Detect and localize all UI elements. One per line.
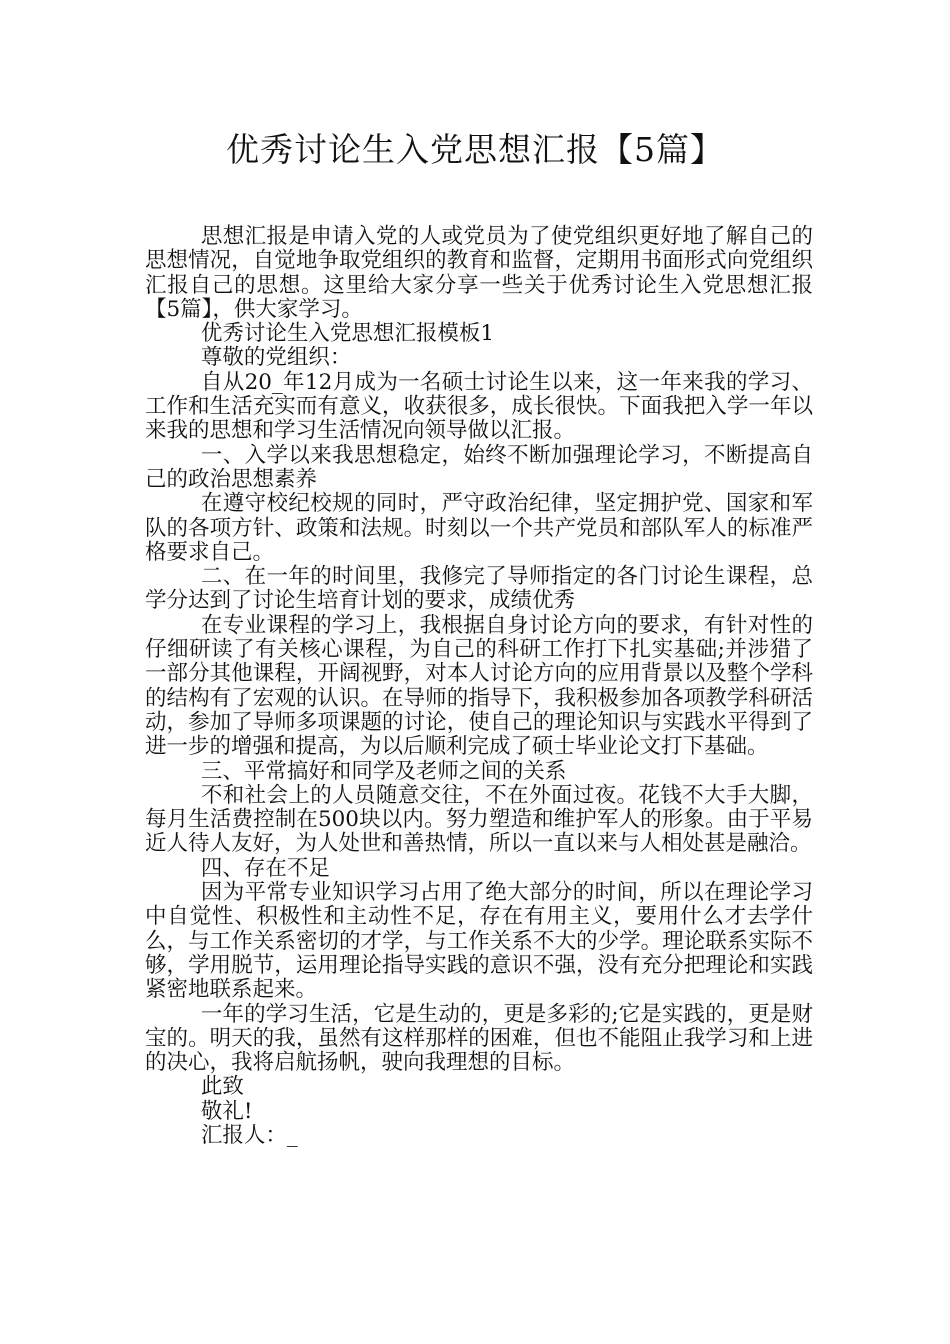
body-paragraph: 不和社会上的人员随意交往，不在外面过夜。花钱不大手大脚，每月生活费控制在500块以内。努力塑造和维护军人的形象。由于平易近人待人友好，为人处世和善热情，所以一直以来与人相处甚是融洽。 [145,782,813,857]
document-body [145,225,813,1148]
salutation: 尊敬的党组织： [200,345,352,371]
document-title: 优秀讨论生入党思想汇报【5篇】 [226,130,724,169]
section-heading-3: 三、平常搞好和同学及老师之间的关系 [200,758,567,784]
section-heading-1: 一、入学以来我思想稳定，始终不断加强理论学习，不断提高自己的政治思想素养 [145,442,813,492]
body-paragraph: 自从20_年12月成为一名硕士讨论生以来，这一年来我的学习、工作和生活充实而有意义，收获很多，成长很快。下面我把入学一年以来我的思想和学习生活情况向领导做以汇报。 [145,369,813,444]
regards-line: 敬礼! [200,1098,253,1124]
closing-paragraph: 一年的学习生活，它是生动的，更是多彩的;它是实践的，更是财宝的。明天的我，虽然有这样那样的困难，但也不能阻止我学习和上进的决心，我将启航扬帆，驶向我理想的目标。 [145,1001,813,1076]
body-paragraph: 在遵守校纪校规的同时，严守政治纪律，坚定拥护党、国家和军队的各项方针、政策和法规。时刻以一个共产党员和部队军人的标准严格要求自己。 [145,491,813,565]
signature-line: 汇报人：_ [200,1122,298,1148]
section-heading-2: 二、在一年的时间里，我修完了导师指定的各门讨论生课程，总学分达到了讨论生培育计划的要求，成绩优秀 [145,564,813,614]
body-paragraph: 在专业课程的学习上，我根据自身讨论方向的要求，有针对性的仔细研读了有关核心课程，为自己的科研工作打下扎实基础;并涉猎了一部分其他课程，开阔视野，对本人讨论方向的应用背景以及整个学科的结构有了宏观的认识。在导师的指导下，我积极参加各项教学科研活动，参加了导师多项课题的讨论，使自己的理论知识与实践水平得到了进一步的增强和提高，为以后顺利完成了硕士毕业论文打下基础。 [145,612,813,760]
section-heading-4: 四、存在不足 [200,855,330,881]
intro-paragraph: 思想汇报是申请入党的人或党员为了使党组织更好地了解自己的思想情况，自觉地争取党组织的教育和监督，定期用书面形式向党组织汇报自己的思想。这里给大家分享一些关于优秀讨论生入党思想汇报【5篇】，供大家学习。 [145,224,813,322]
body-paragraph: 因为平常专业知识学习占用了绝大部分的时间，所以在理论学习中自觉性、积极性和主动性不足，存在有用主义，要用什么才去学什么，与工作关系密切的才学，与工作关系不大的少学。理论联系实际不够，学用脱节，运用理论指导实践的意识不强，没有充分把理论和实践紧密地联系起来。 [145,880,813,1003]
template-heading: 优秀讨论生入党思想汇报模板1 [200,321,495,347]
closing-line: 此致 [200,1074,244,1100]
